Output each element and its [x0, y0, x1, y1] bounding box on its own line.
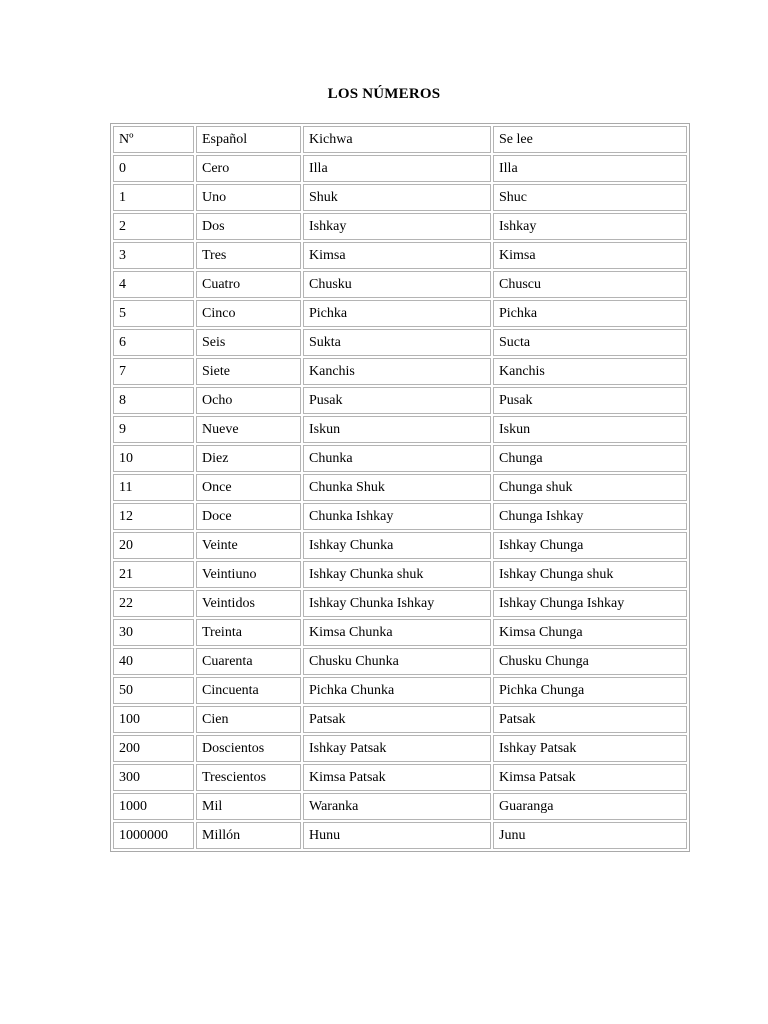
- table-row: [113, 561, 687, 588]
- table-row: [113, 532, 687, 559]
- cell-spanish: Trescientos: [196, 764, 301, 791]
- cell-spanish: Cien: [196, 706, 301, 733]
- cell-kichwa: Chunka: [303, 445, 491, 472]
- cell-pronunciation: Junu: [493, 822, 687, 849]
- cell-pronunciation: Ishkay: [493, 213, 687, 240]
- cell-kichwa: Ishkay Chunka shuk: [303, 561, 491, 588]
- cell-pronunciation: Illa: [493, 155, 687, 182]
- cell-kichwa: Chunka Shuk: [303, 474, 491, 501]
- table-row: [113, 793, 687, 820]
- cell-pronunciation: Ishkay Patsak: [493, 735, 687, 762]
- cell-spanish: Doscientos: [196, 735, 301, 762]
- cell-number: 4: [113, 271, 194, 298]
- header-cell-number: Nº: [113, 126, 194, 153]
- cell-spanish: Ocho: [196, 387, 301, 414]
- table-row: [113, 271, 687, 298]
- cell-pronunciation: Sucta: [493, 329, 687, 356]
- cell-kichwa: Kimsa: [303, 242, 491, 269]
- cell-number: 100: [113, 706, 194, 733]
- cell-spanish: Veintiuno: [196, 561, 301, 588]
- cell-kichwa: Chunka Ishkay: [303, 503, 491, 530]
- cell-kichwa: Pichka: [303, 300, 491, 327]
- cell-pronunciation: Chunga Ishkay: [493, 503, 687, 530]
- cell-number: 8: [113, 387, 194, 414]
- cell-spanish: Veintidos: [196, 590, 301, 617]
- table-row: [113, 474, 687, 501]
- cell-kichwa: Ishkay Chunka Ishkay: [303, 590, 491, 617]
- cell-spanish: Seis: [196, 329, 301, 356]
- cell-pronunciation: Patsak: [493, 706, 687, 733]
- table-row: [113, 648, 687, 675]
- cell-spanish: Cuarenta: [196, 648, 301, 675]
- table-header-row: [113, 126, 687, 153]
- cell-spanish: Cinco: [196, 300, 301, 327]
- cell-spanish: Tres: [196, 242, 301, 269]
- table-row: [113, 358, 687, 385]
- cell-kichwa: Iskun: [303, 416, 491, 443]
- cell-pronunciation: Guaranga: [493, 793, 687, 820]
- cell-spanish: Cero: [196, 155, 301, 182]
- cell-kichwa: Shuk: [303, 184, 491, 211]
- header-cell-pronunciation: Se lee: [493, 126, 687, 153]
- table-row: [113, 590, 687, 617]
- cell-pronunciation: Shuc: [493, 184, 687, 211]
- cell-kichwa: Kanchis: [303, 358, 491, 385]
- cell-number: 1000000: [113, 822, 194, 849]
- cell-spanish: Cincuenta: [196, 677, 301, 704]
- cell-number: 1000: [113, 793, 194, 820]
- table-row: [113, 213, 687, 240]
- cell-kichwa: Ishkay Chunka: [303, 532, 491, 559]
- table-row: [113, 184, 687, 211]
- table-row: [113, 445, 687, 472]
- cell-kichwa: Hunu: [303, 822, 491, 849]
- cell-number: 5: [113, 300, 194, 327]
- table-row: [113, 416, 687, 443]
- cell-kichwa: Kimsa Chunka: [303, 619, 491, 646]
- table-row: [113, 242, 687, 269]
- header-cell-kichwa: Kichwa: [303, 126, 491, 153]
- cell-kichwa: Waranka: [303, 793, 491, 820]
- cell-kichwa: Ishkay Patsak: [303, 735, 491, 762]
- cell-kichwa: Pusak: [303, 387, 491, 414]
- numbers-table-grid: [111, 124, 689, 851]
- cell-pronunciation: Ishkay Chunga shuk: [493, 561, 687, 588]
- cell-number: 0: [113, 155, 194, 182]
- cell-pronunciation: Pichka: [493, 300, 687, 327]
- numbers-table: [110, 123, 690, 852]
- cell-pronunciation: Chuscu: [493, 271, 687, 298]
- cell-number: 200: [113, 735, 194, 762]
- page-title: LOS NÚMEROS: [327, 86, 441, 102]
- cell-number: 7: [113, 358, 194, 385]
- table-row: [113, 387, 687, 414]
- cell-number: 3: [113, 242, 194, 269]
- cell-number: 10: [113, 445, 194, 472]
- cell-kichwa: Ishkay: [303, 213, 491, 240]
- cell-pronunciation: Kanchis: [493, 358, 687, 385]
- cell-kichwa: Patsak: [303, 706, 491, 733]
- cell-pronunciation: Kimsa Chunga: [493, 619, 687, 646]
- cell-spanish: Doce: [196, 503, 301, 530]
- cell-spanish: Treinta: [196, 619, 301, 646]
- cell-spanish: Nueve: [196, 416, 301, 443]
- cell-kichwa: Chusku: [303, 271, 491, 298]
- cell-spanish: Mil: [196, 793, 301, 820]
- table-row: [113, 764, 687, 791]
- cell-spanish: Dos: [196, 213, 301, 240]
- cell-spanish: Diez: [196, 445, 301, 472]
- cell-number: 22: [113, 590, 194, 617]
- cell-number: 50: [113, 677, 194, 704]
- cell-kichwa: Kimsa Patsak: [303, 764, 491, 791]
- cell-spanish: Veinte: [196, 532, 301, 559]
- table-row: [113, 300, 687, 327]
- cell-spanish: Cuatro: [196, 271, 301, 298]
- cell-number: 2: [113, 213, 194, 240]
- header-cell-spanish: Español: [196, 126, 301, 153]
- cell-pronunciation: Iskun: [493, 416, 687, 443]
- table-row: [113, 735, 687, 762]
- cell-number: 11: [113, 474, 194, 501]
- cell-pronunciation: Chunga: [493, 445, 687, 472]
- cell-pronunciation: Ishkay Chunga: [493, 532, 687, 559]
- table-row: [113, 677, 687, 704]
- cell-kichwa: Pichka Chunka: [303, 677, 491, 704]
- cell-kichwa: Sukta: [303, 329, 491, 356]
- table-row: [113, 503, 687, 530]
- cell-pronunciation: Chusku Chunga: [493, 648, 687, 675]
- cell-number: 9: [113, 416, 194, 443]
- cell-pronunciation: Pusak: [493, 387, 687, 414]
- cell-number: 1: [113, 184, 194, 211]
- table-body: [113, 126, 687, 849]
- cell-number: 300: [113, 764, 194, 791]
- table-row: [113, 619, 687, 646]
- cell-pronunciation: Kimsa: [493, 242, 687, 269]
- cell-pronunciation: Kimsa Patsak: [493, 764, 687, 791]
- cell-spanish: Siete: [196, 358, 301, 385]
- cell-kichwa: Chusku Chunka: [303, 648, 491, 675]
- table-row: [113, 822, 687, 849]
- cell-number: 12: [113, 503, 194, 530]
- cell-spanish: Millón: [196, 822, 301, 849]
- cell-number: 21: [113, 561, 194, 588]
- cell-pronunciation: Chunga shuk: [493, 474, 687, 501]
- table-row: [113, 155, 687, 182]
- table-row: [113, 706, 687, 733]
- cell-number: 40: [113, 648, 194, 675]
- cell-spanish: Once: [196, 474, 301, 501]
- cell-spanish: Uno: [196, 184, 301, 211]
- cell-number: 20: [113, 532, 194, 559]
- cell-number: 6: [113, 329, 194, 356]
- cell-number: 30: [113, 619, 194, 646]
- cell-pronunciation: Ishkay Chunga Ishkay: [493, 590, 687, 617]
- cell-pronunciation: Pichka Chunga: [493, 677, 687, 704]
- cell-kichwa: Illa: [303, 155, 491, 182]
- table-row: [113, 329, 687, 356]
